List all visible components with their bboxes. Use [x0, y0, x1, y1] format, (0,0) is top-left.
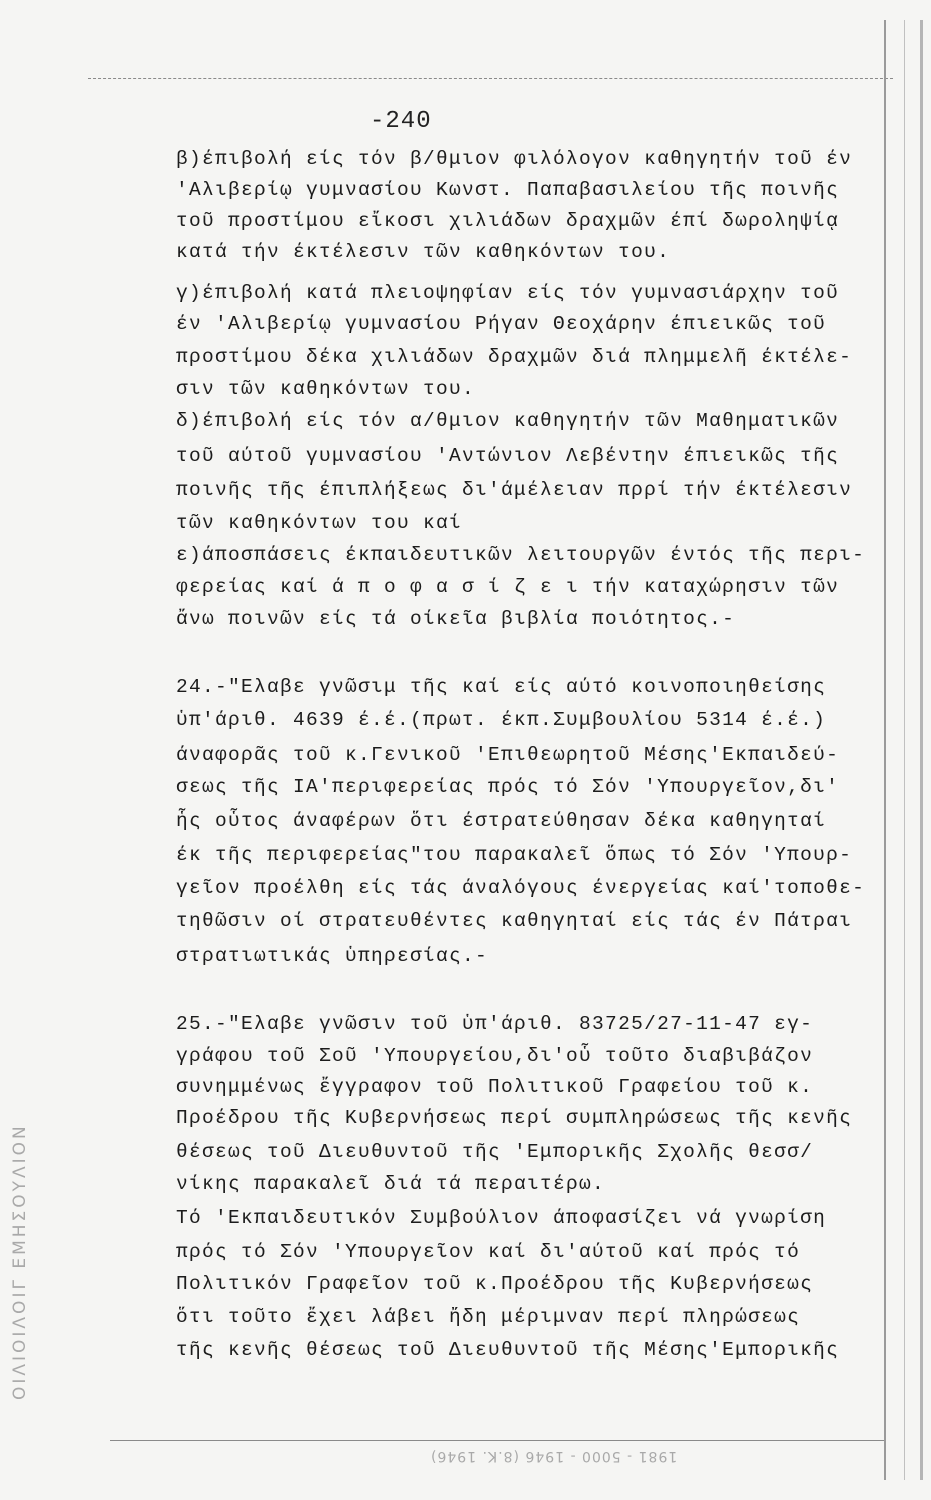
text-line: Προέδρου τῆς Κυβερνήσεως περί συμπληρώσεως τῆς κενῆς	[176, 1107, 853, 1129]
bottom-border-rule	[110, 1440, 885, 1441]
text-line: τοῦ αύτοῦ γυμνασίου 'Αντώνιον Λεβέντην έπιεικῶς τῆς	[176, 445, 840, 467]
text-line: ποινῆς τῆς έπιπλήξεως δι'άμέλειαν πρρί τήν έκτέλεσιν	[176, 479, 853, 501]
text-line: κατά τήν έκτέλεσιν τῶν καθηκόντων του.	[176, 241, 671, 263]
text-line: τηθῶσιν οί στρατευθέντες καθηγηταί είς τάς έν Πάτραι	[176, 910, 853, 932]
text-line: στρατιωτικάς ὑπηρεσίας.-	[176, 945, 489, 967]
text-line: 24.-"Ελαβε γνῶσιμ τῆς καί είς αύτό κοινοποιηθείσης	[176, 676, 827, 698]
text-line: 'Αλιβερίῳ γυμνασίου Κωνστ. Παπαβασιλείου τῆς ποινῆς	[176, 179, 840, 201]
side-archive-stamp: ΟΙΛΙΟΙΛΟΙΓ ΕΜΗΣΟΥΛΙΟΝ	[10, 1123, 30, 1400]
text-line: τῶν καθηκόντων του καί	[176, 512, 463, 534]
text-line: έν 'Αλιβερίῳ γυμνασίου Ρήγαν Θεοχάρην έπιεικῶς τοῦ	[176, 313, 827, 335]
top-border-rule	[88, 78, 893, 79]
text-line: γ)έπιβολή κατά πλειοψηφίαν είς τόν γυμνασιάρχην τοῦ	[176, 282, 840, 304]
text-line: νίκης παρακαλεῖ διά τά περαιτέρω.	[176, 1173, 606, 1195]
mirrored-footer-print: 1981 - 5000 - 1946 (8.K. 1946)	[430, 1448, 678, 1464]
text-line: σεως τῆς ΙΑ'περιφερείας πρός τό Σόν 'Υπουργεῖον,δι'	[176, 776, 840, 798]
text-line: φερείας καί ά π ο φ α σ ί ζ ε ι τήν καταχώρησιν τῶν	[176, 576, 840, 598]
text-line: θέσεως τοῦ Διευθυντοῦ τῆς 'Εμπορικῆς Σχολῆς θεσσ/	[176, 1141, 814, 1163]
text-line: τοῦ προστίμου εἴκοσι χιλιάδων δραχμῶν έπί δωροληψίᾳ	[176, 210, 840, 232]
text-line: γράφου τοῦ Σοῦ 'Υπουργείου,δι'οὗ τοῦτο διαβιβάζον	[176, 1045, 814, 1067]
binding-edge-line	[904, 20, 905, 1480]
text-line: δ)έπιβολή είς τόν α/θμιον καθηγητήν τῶν Μαθηματικῶν	[176, 410, 840, 432]
text-line: τῆς κενῆς θέσεως τοῦ Διευθυντοῦ τῆς Μέσης'Εμπορικῆς	[176, 1339, 840, 1361]
text-line: ἧς οὗτος άναφέρων ὅτι έστρατεύθησαν δέκα καθηγηταί	[176, 810, 827, 832]
text-line: ε)άποσπάσεις έκπαιδευτικῶν λειτουργῶν έντός τῆς περι-	[176, 544, 866, 566]
text-line: πρός τό Σόν 'Υπουργεῖον καί δι'αύτοῦ καί πρός τό	[176, 1241, 801, 1263]
page-number: -240	[370, 108, 432, 135]
text-line: σιν τῶν καθηκόντων του.	[176, 378, 476, 400]
text-line: 25.-"Ελαβε γνῶσιν τοῦ ὑπ'άριθ. 83725/27-11-47 εγ-	[176, 1013, 814, 1035]
text-line: β)έπιβολή είς τόν β/θμιον φιλόλογον καθηγητήν τοῦ έν	[176, 148, 853, 170]
binding-edge-line	[920, 20, 923, 1480]
text-line: έκ τῆς περιφερείας"του παρακαλεῖ ὅπως τό Σόν 'Υπουρ-	[176, 844, 853, 866]
text-line: ἄνω ποινῶν είς τά οίκεῖα βιβλία ποιότητος.-	[176, 608, 736, 630]
text-line: προστίμου δέκα χιλιάδων δραχμῶν διά πλημμελῆ έκτέλε-	[176, 346, 853, 368]
text-line: Πολιτικόν Γραφεῖον τοῦ κ.Προέδρου τῆς Κυβερνήσεως	[176, 1273, 814, 1295]
binding-edge-line	[884, 20, 886, 1480]
text-line: γεῖον προέλθη είς τάς άναλόγους ένεργείας καί'τοποθε-	[176, 877, 866, 899]
text-line: ὑπ'άριθ. 4639 έ.έ.(πρωτ. έκπ.Συμβουλίου 5314 έ.έ.)	[176, 709, 827, 731]
text-line: Τό 'Εκπαιδευτικόν Συμβούλιον άποφασίζει νά γνωρίση	[176, 1207, 827, 1229]
text-line: άναφορᾶς τοῦ κ.Γενικοῦ 'Επιθεωρητοῦ Μέσης'Εκπαιδεύ-	[176, 744, 840, 766]
text-line: συνημμένως ἔγγραφον τοῦ Πολιτικοῦ Γραφείου τοῦ κ.	[176, 1076, 814, 1098]
text-line: ὅτι τοῦτο ἔχει λάβει ἤδη μέριμναν περί πληρώσεως	[176, 1306, 801, 1328]
